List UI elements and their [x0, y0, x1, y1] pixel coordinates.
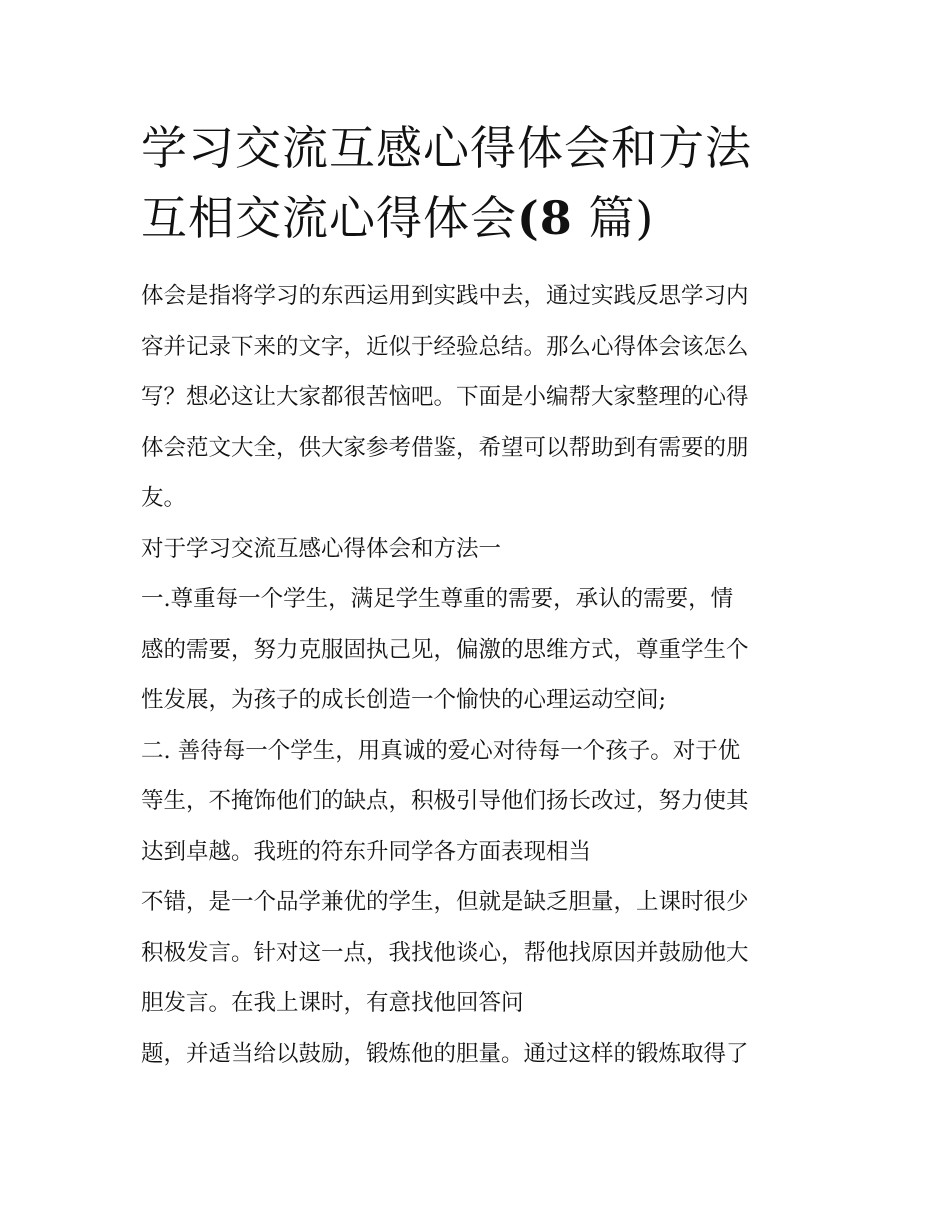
text-line: 积极发言。针对这一点，我找他谈心，帮他找原因并鼓励他大 — [141, 939, 749, 966]
text-line: 题，并适当给以鼓励，锻炼他的胆量。通过这样的锻炼取得了 — [141, 1040, 749, 1067]
text-line: 感的需要，努力克服固执己见，偏激的思维方式，尊重学生个 — [141, 636, 749, 663]
title-line-2 — [141, 183, 813, 253]
text-line: 友。 — [141, 485, 187, 511]
text-line: 达到卓越。我班的符东升同学各方面表现相当 — [141, 838, 592, 865]
text-line: 一.尊重每一个学生，满足学生尊重的需要，承认的需要，情 — [141, 586, 734, 612]
text-line: 容并记录下来的文字，近似于经验总结。那么心得体会该怎么 — [141, 333, 749, 360]
text-line: 写？想必这让大家都很苦恼吧。下面是小编帮大家整理的心得 — [141, 384, 749, 410]
document-body — [141, 271, 813, 1079]
title-line-1: 学习交流互感心得体会和方法 — [141, 121, 752, 175]
text-line: 体会是指将学习的东西运用到实践中去，通过实践反思学习内 — [141, 283, 749, 309]
text-line: 不错，是一个品学兼优的学生，但就是缺乏胆量，上课时很少 — [141, 889, 749, 915]
document-page — [141, 113, 813, 1079]
text-line: 体会范文大全，供大家参考借鉴，希望可以帮助到有需要的朋 — [141, 434, 749, 461]
text-line: 二. 善待每一个学生，用真诚的爱心对待每一个孩子。对于优 — [141, 737, 741, 764]
text-line: 性发展，为孩子的成长创造一个愉快的心理运动空间; — [141, 687, 667, 713]
text-line: 胆发言。在我上课时，有意找他回答问 — [141, 990, 524, 1016]
title-count: 8 — [539, 191, 573, 245]
document-title — [141, 113, 813, 253]
text-line: 等生，不掩饰他们的缺点，积极引导他们扬长改过，努力使其 — [141, 788, 749, 814]
title-line-2-text: 互相交流心得体会 — [141, 191, 517, 245]
title-paren-open: ( — [517, 191, 540, 245]
title-count-suffix: 篇) — [572, 191, 655, 245]
section-heading: 对于学习交流互感心得体会和方法一 — [141, 535, 502, 562]
